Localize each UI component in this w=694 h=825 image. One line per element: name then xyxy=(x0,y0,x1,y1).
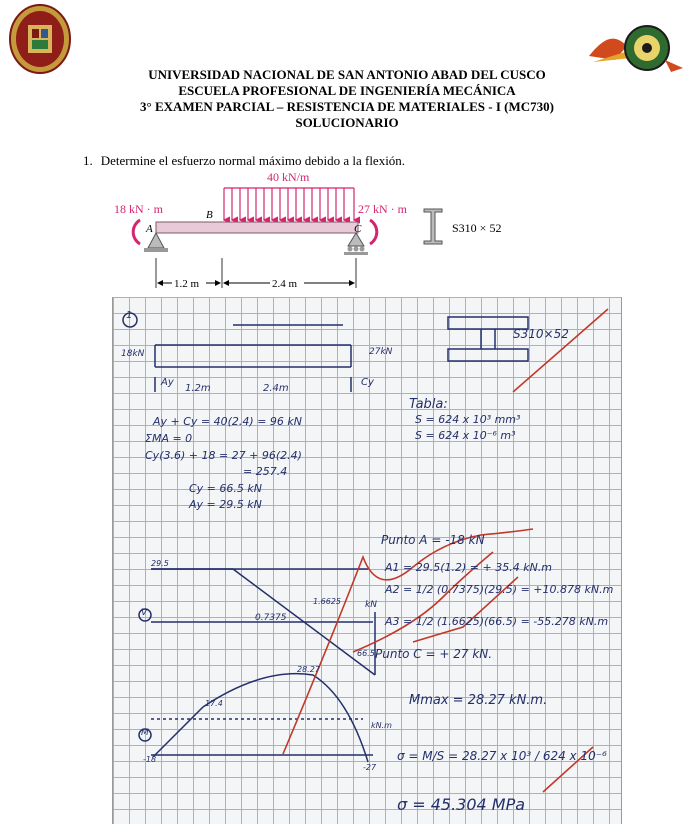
moment-value-2: 28.27 xyxy=(297,665,320,674)
equation-6: Ay = 29.5 kN xyxy=(189,498,262,511)
area-1: A1 = 29.5(1.2) = + 35.4 kN.m xyxy=(385,561,553,574)
shear-value-1: 29.5 xyxy=(151,559,169,568)
shear-axis-label: V xyxy=(141,608,148,618)
handwritten-solution xyxy=(112,297,622,824)
stress-equation: σ = M/S = 28.27 x 10³ / 624 x 10⁻⁶ xyxy=(397,749,607,763)
equation-3: Cy(3.6) + 18 = 27 + 96(2.4) xyxy=(145,449,302,462)
document-type: SOLUCIONARIO xyxy=(295,115,399,130)
dimension-2: 2.4 m xyxy=(272,278,298,290)
point-c-shear: Punto C = + 27 kN. xyxy=(375,647,493,661)
max-moment: Mmax = 28.27 kN.m. xyxy=(409,693,548,708)
shear-distance-1: 0.7375 xyxy=(255,613,287,623)
section-label: S310 × 52 xyxy=(452,221,502,235)
distributed-load-label: 40 kN/m xyxy=(267,170,310,184)
question xyxy=(83,153,413,169)
question-text: Determine el esfuerzo normal máximo debido a la flexión. xyxy=(100,153,406,168)
question-number: 1. xyxy=(83,153,93,168)
section-note: S310×52 xyxy=(513,327,569,341)
solution-number: 1 xyxy=(126,310,133,321)
area-3: A3 = 1/2 (1.6625)(66.5) = -55.278 kN.m xyxy=(385,615,609,628)
school-name: ESCUELA PROFESIONAL DE INGENIERÍA MECÁNICA xyxy=(178,83,516,98)
shear-end: 66.5 xyxy=(357,649,375,658)
dimension-1: 1.2 m xyxy=(174,278,200,290)
left-moment-label: 18 kN · m xyxy=(114,202,163,216)
load-left: 18kN xyxy=(121,349,145,359)
shear-unit: kN xyxy=(365,600,377,610)
beam-diagram xyxy=(100,168,540,293)
area-2: A2 = 1/2 (0.7375)(29.5) = +10.878 kN.m xyxy=(385,583,614,596)
moment-end: -27 xyxy=(363,763,377,772)
moment-start: -18 xyxy=(143,755,157,764)
equation-4: = 257.4 xyxy=(243,465,288,478)
cy-label: Cy xyxy=(361,377,374,388)
dim-a: 1.2m xyxy=(185,383,211,394)
equation-1: Ay + Cy = 40(2.4) = 96 kN xyxy=(153,415,303,428)
section-modulus-m: S = 624 x 10⁻⁶ m³ xyxy=(415,429,516,442)
dim-b: 2.4m xyxy=(263,383,289,394)
stress-result: σ = 45.304 MPa xyxy=(397,795,526,814)
university-seal-logo xyxy=(8,3,72,75)
shear-distance-2: 1.6625 xyxy=(313,597,341,606)
point-a-label: A xyxy=(146,223,153,235)
moment-unit: kN.m xyxy=(371,721,392,730)
load-right: 27kN xyxy=(369,347,393,357)
equation-5: Cy = 66.5 kN xyxy=(189,482,262,495)
right-moment-label: 27 kN · m xyxy=(358,202,407,216)
equation-2: ΣMA = 0 xyxy=(145,432,193,445)
section-modulus-mm: S = 624 x 10³ mm³ xyxy=(415,413,521,426)
moment-value-1: 17.4 xyxy=(205,699,223,708)
moment-axis-label: M xyxy=(141,728,149,738)
point-a-shear: Punto A = -18 kN xyxy=(381,533,485,547)
tabla-label: Tabla: xyxy=(409,397,448,412)
point-c-label: C xyxy=(354,223,362,235)
point-b-label: B xyxy=(206,209,213,221)
ay-label: Ay xyxy=(161,377,174,388)
exam-title: 3° EXAMEN PARCIAL – RESISTENCIA DE MATERIALES - I (MC730) xyxy=(140,99,554,114)
university-name: UNIVERSIDAD NACIONAL DE SAN ANTONIO ABAD DEL CUSCO xyxy=(148,67,546,82)
